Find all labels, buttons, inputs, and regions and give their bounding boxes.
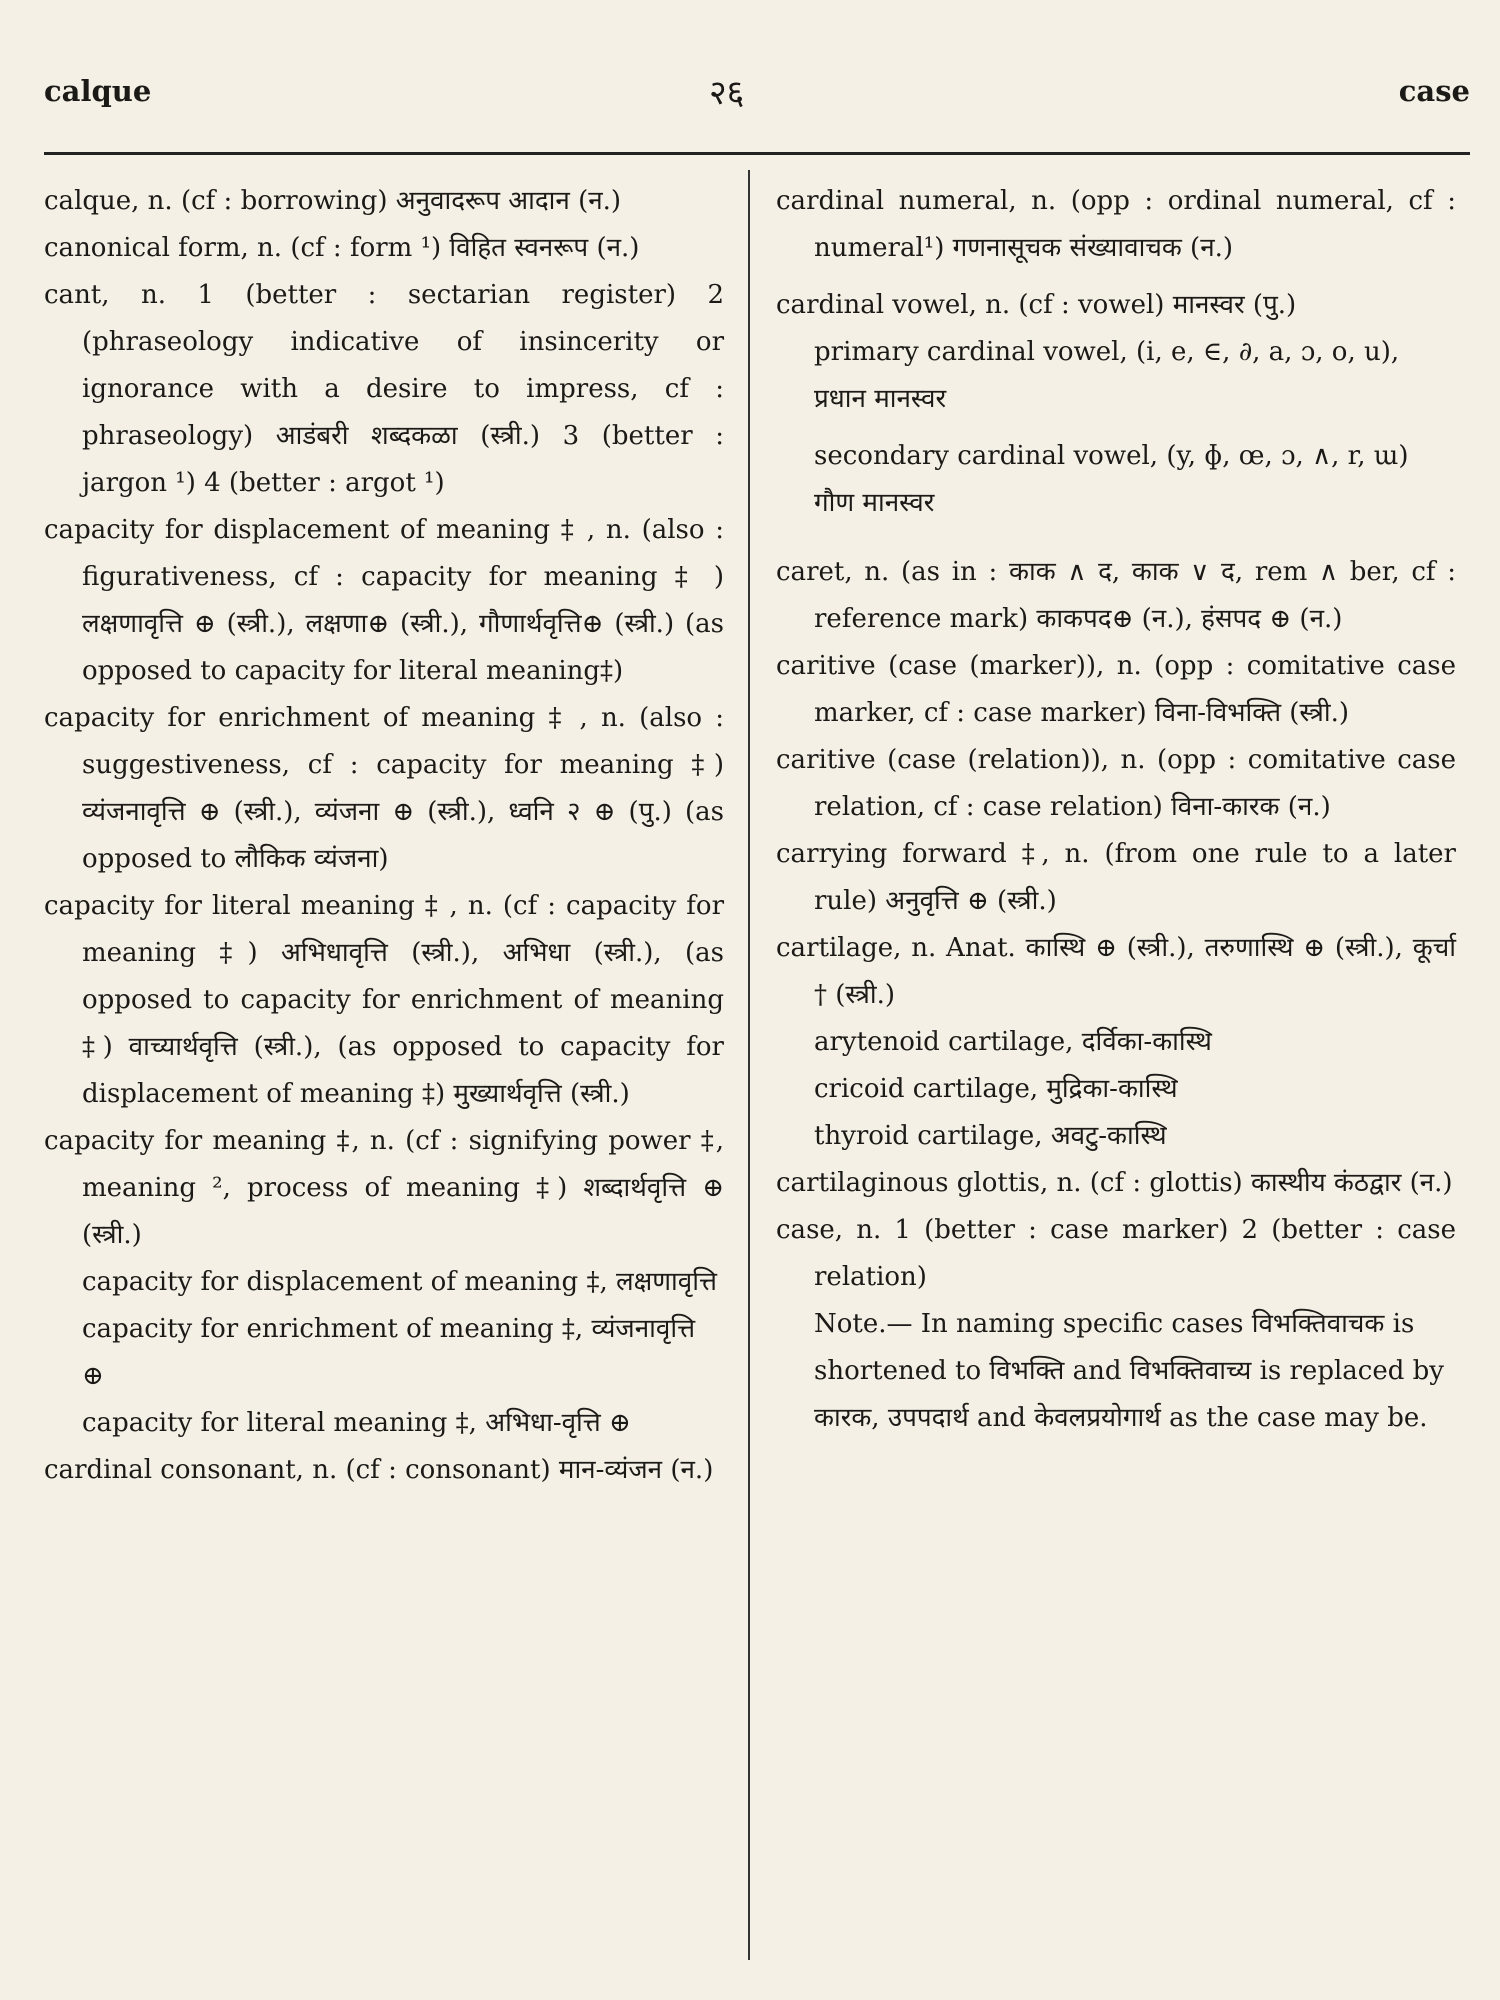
subentry-enrichment: capacity for enrichment of meaning ‡, व्यंजनावृत्ति ⊕ — [82, 1314, 696, 1391]
subentry-primary-cardinal-vowel: primary cardinal vowel, (i, e, ∈, ∂, a, ɔ, o, u), प्रधान मानस्वर — [814, 337, 1400, 414]
entry-carrying-forward: carrying forward ‡, n. (from one rule to a later rule) अनुवृत्ति ⊕ (स्त्री.) — [776, 839, 1456, 916]
entry-caret: caret, n. (as in : काक ∧ द, काक ∨ द, rem ∧ ber, cf : reference mark) काकपद⊕ (न.), हंसपद ⊕ (न.) — [776, 557, 1456, 634]
entry-capacity-enrichment: capacity for enrichment of meaning ‡ , n. (also : suggestiveness, cf : capacity for meaning ‡) व्यंजनावृत्ति ⊕ (स्त्री.), व्यंजना ⊕ (स्त्री.), ध्वनि २ ⊕ (पु.) (as opposed to लौकिक व्यंजना) — [44, 703, 724, 874]
entry-cartilaginous-glottis: cartilaginous glottis, n. (cf : glottis) कास्थीय कंठद्वार (न.) — [776, 1168, 1453, 1198]
entry-canonical-form: canonical form, n. (cf : form ¹) विहित स्वनरूप (न.) — [44, 233, 640, 263]
left-column — [44, 178, 724, 1494]
subentry-secondary-cardinal-vowel: secondary cardinal vowel, (y, ɸ, œ, ɔ, ∧, r, ɯ) गौण मानस्वर — [814, 441, 1409, 518]
entry-caritive-relation: caritive (case (relation)), n. (opp : comitative case relation, cf : case relation) विना-कारक (न.) — [776, 745, 1456, 822]
left-running-headword: calque — [44, 74, 152, 108]
subentry-cricoid: cricoid cartilage, मुद्रिका-कास्थि — [814, 1074, 1178, 1104]
note-case: Note.— In naming specific cases विभक्तिवाचक is shortened to विभक्ति and विभक्तिवाच्य is replaced by कारक, उपपदार्थ and केवलप्रयोगार्थ as the case may be. — [814, 1309, 1444, 1433]
entry-caritive-marker: caritive (case (marker)), n. (opp : comitative case marker, cf : case marker) विना-विभक्ति (स्त्री.) — [776, 651, 1456, 728]
entry-capacity-meaning: capacity for meaning ‡, n. (cf : signifying power ‡, meaning ², process of meaning ‡) शब्दार्थवृत्ति ⊕ (स्त्री.) — [44, 1126, 724, 1250]
entry-calque: calque, n. (cf : borrowing) अनुवादरूप आदान (न.) — [44, 186, 622, 216]
column-divider — [748, 170, 750, 1960]
entry-case: case, n. 1 (better : case marker) 2 (better : case relation) — [776, 1215, 1456, 1292]
subentry-displacement: capacity for displacement of meaning ‡, लक्षणावृत्ति — [82, 1267, 717, 1297]
subentry-arytenoid: arytenoid cartilage, दर्विका-कास्थि — [814, 1027, 1212, 1057]
page-number: २६ — [709, 73, 745, 113]
page-header — [44, 62, 1470, 122]
entry-cartilage: cartilage, n. Anat. कास्थि ⊕ (स्त्री.), तरुणास्थि ⊕ (स्त्री.), कूर्चा † (स्त्री.) — [776, 933, 1456, 1010]
entry-capacity-literal: capacity for literal meaning ‡ , n. (cf : capacity for meaning ‡) अभिधावृत्ति (स्त्री.), अभिधा (स्त्री.), (as opposed to capacity for enrichment of meaning ‡) वाच्यार्थवृत्ति (स्त्री.), (as opposed to capacity for displacement of meaning ‡) मुख्यार्थवृत्ति (स्त्री.) — [44, 891, 724, 1109]
entry-cardinal-consonant: cardinal consonant, n. (cf : consonant) मान-व्यंजन (न.) — [44, 1455, 714, 1485]
entry-cant: cant, n. 1 (better : sectarian register) 2 (phraseology indicative of insincerity or ignorance with a desire to impress, cf : phraseology) आडंबरी शब्दकळा (स्त्री.) 3 (better : jargon ¹) 4 (better : argot ¹) — [44, 280, 724, 498]
right-running-headword: case — [1398, 74, 1470, 108]
subentry-literal: capacity for literal meaning ‡, अभिधा-वृत्ति ⊕ — [82, 1408, 631, 1438]
subentry-thyroid: thyroid cartilage, अवटु-कास्थि — [814, 1121, 1167, 1151]
entry-cardinal-vowel: cardinal vowel, n. (cf : vowel) मानस्वर (पु.) — [776, 290, 1297, 320]
entry-capacity-displacement: capacity for displacement of meaning ‡ , n. (also : figurativeness, cf : capacity for meaning ‡ ) लक्षणावृत्ति ⊕ (स्त्री.), लक्षणा⊕ (स्त्री.), गौणार्थवृत्ति⊕ (स्त्री.) (as opposed to capacity for literal meaning‡) — [44, 515, 724, 686]
header-rule — [44, 152, 1470, 155]
right-column — [776, 178, 1456, 1442]
entry-cardinal-numeral: cardinal numeral, n. (opp : ordinal numeral, cf : numeral¹) गणनासूचक संख्यावाचक (न.) — [776, 186, 1456, 263]
